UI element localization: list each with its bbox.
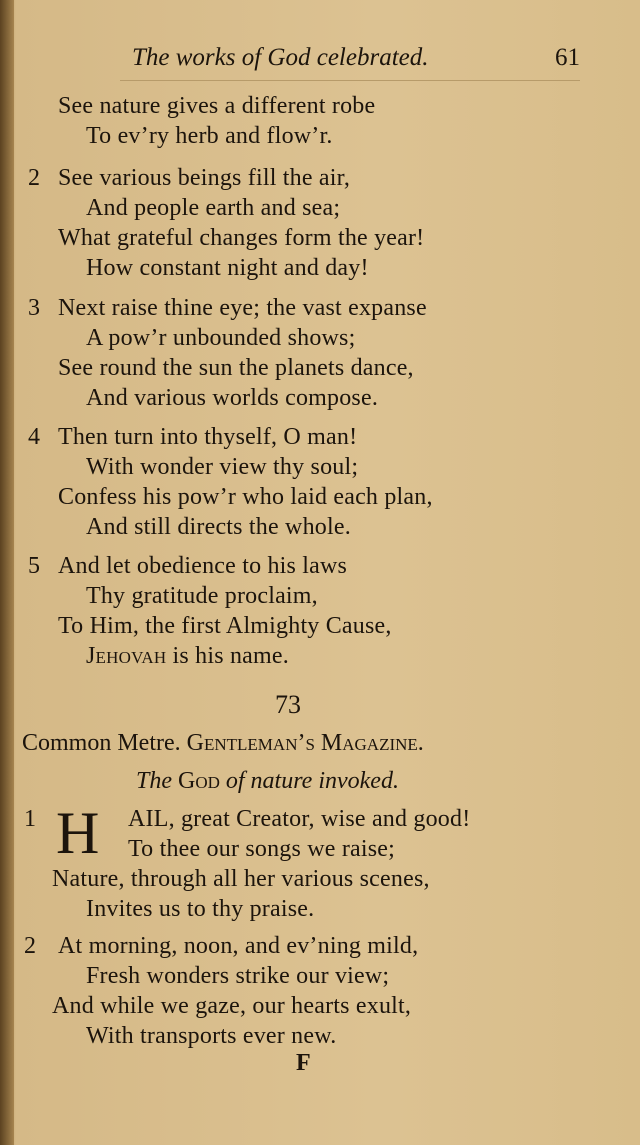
- running-title: The works of God celebrated.: [132, 44, 429, 71]
- page-number: 61: [555, 44, 580, 71]
- stanza-number: 5: [28, 553, 40, 579]
- verse-line: And let obedience to his laws: [58, 553, 348, 579]
- verse-line: See nature gives a different robe: [58, 93, 376, 119]
- verse-line: Next raise thine eye; the vast expanse: [58, 295, 427, 321]
- subtitle-rest: of nature invoked.: [225, 768, 399, 794]
- verse-line: And still directs the whole.: [86, 514, 351, 540]
- stanza-number: 1: [24, 806, 36, 832]
- drop-cap: H: [56, 800, 100, 866]
- verse-line: Thy gratitude proclaim,: [86, 583, 318, 609]
- stanza-number: 3: [28, 295, 40, 321]
- verse-line: Invites us to thy praise.: [86, 896, 315, 922]
- page-gutter: [0, 0, 14, 1145]
- verse-line: Then turn into thyself, O man!: [58, 424, 358, 450]
- hymn-number: 73: [275, 690, 301, 719]
- stanza-number: 4: [28, 424, 40, 450]
- verse-line: With transports ever new.: [86, 1023, 337, 1049]
- hymn-source: Gentleman’s Magazine.: [186, 730, 424, 756]
- signature-mark: F: [296, 1050, 311, 1076]
- verse-line: Nature, through all her various scenes,: [52, 866, 430, 892]
- verse-line: To Him, the first Almighty Cause,: [58, 613, 392, 639]
- verse-line: AIL, great Creator, wise and good!: [128, 806, 471, 832]
- verse-line: Confess his pow’r who laid each plan,: [58, 484, 433, 510]
- verse-line: How constant night and day!: [86, 255, 369, 281]
- verse-line: Fresh wonders strike our view;: [86, 963, 390, 989]
- header-rule: [120, 80, 580, 81]
- verse-line: And while we gaze, our hearts exult,: [52, 993, 412, 1019]
- subtitle-the: The: [136, 768, 172, 794]
- subtitle-god: God: [178, 768, 220, 794]
- running-header: [120, 44, 590, 78]
- verse-line: To ev’ry herb and flow’r.: [86, 123, 333, 149]
- verse-line: To thee our songs we raise;: [128, 836, 395, 862]
- stanza-number: 2: [24, 933, 36, 959]
- verse-line: What grateful changes form the year!: [58, 225, 425, 251]
- verse-line: With wonder view thy soul;: [86, 454, 359, 480]
- verse-line-rest: is his name.: [172, 643, 289, 669]
- metre-label: Common Metre.: [22, 730, 181, 756]
- stanza-number: 2: [28, 165, 40, 191]
- verse-line-jehovah: [86, 643, 289, 670]
- verse-line: And various worlds compose.: [86, 385, 379, 411]
- verse-line: See round the sun the planets dance,: [58, 355, 414, 381]
- hymn-subtitle: [136, 768, 399, 795]
- verse-line: A pow’r unbounded shows;: [86, 325, 356, 351]
- divine-name: Jehovah: [86, 643, 167, 669]
- verse-line: At morning, noon, and ev’ning mild,: [58, 933, 419, 959]
- verse-line: See various beings fill the air,: [58, 165, 351, 191]
- verse-line: And people earth and sea;: [86, 195, 341, 221]
- hymn-metre-line: [22, 730, 424, 757]
